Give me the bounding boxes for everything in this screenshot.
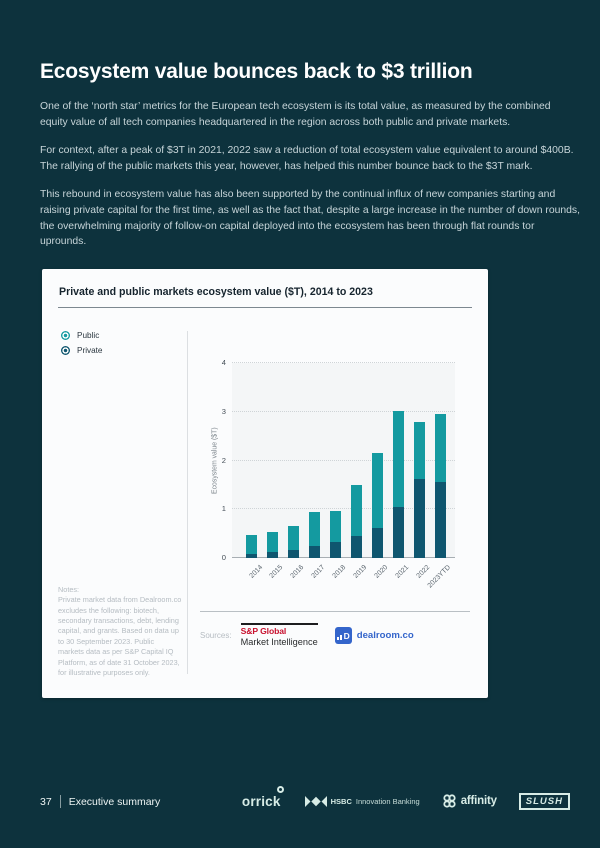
title-divider bbox=[58, 307, 472, 308]
y-tick-label: 2 bbox=[221, 455, 226, 465]
bar-segment-private bbox=[330, 542, 341, 558]
bar-2020 bbox=[372, 453, 383, 558]
dealroom-icon bbox=[335, 627, 352, 644]
sp-global-logo bbox=[241, 623, 318, 647]
intro-paragraph-2: For context, after a peak of $3T in 2021, 2022 saw a reduction of total ecosystem value equivalent to around $400B. The rallying of the public markets this year, however, has helped this number bounce back to the $3T mark. bbox=[40, 145, 574, 172]
bar-segment-public bbox=[435, 414, 446, 482]
bar-segment-public bbox=[309, 512, 320, 546]
y-tick-label: 3 bbox=[221, 406, 226, 416]
bar-segment-public bbox=[393, 411, 404, 507]
legend-dot-icon bbox=[61, 331, 70, 340]
hsbc-hexagon-icon bbox=[305, 796, 327, 807]
x-tick-label: 2017 bbox=[310, 564, 327, 580]
sources-divider bbox=[200, 611, 470, 612]
bar-2021 bbox=[393, 411, 404, 558]
x-tick-label: 2021 bbox=[394, 564, 411, 580]
y-tick-label: 0 bbox=[221, 553, 226, 562]
sp-global-logo-text: S&P Global bbox=[240, 626, 287, 636]
bar-segment-public bbox=[267, 532, 278, 552]
bar-2017 bbox=[309, 512, 320, 558]
chart-title: Private and public markets ecosystem value ($T), 2014 to 2023 bbox=[59, 286, 373, 298]
x-tick-label: 2022 bbox=[415, 564, 432, 580]
bar-segment-private bbox=[246, 554, 257, 558]
slush-logo-text: SLUSH bbox=[525, 795, 563, 807]
bar-2018 bbox=[330, 511, 341, 558]
bar-segment-private bbox=[267, 552, 278, 558]
bar-segment-public bbox=[351, 485, 362, 536]
orrick-logo-text: orrick bbox=[241, 793, 281, 809]
legend-dot-icon bbox=[61, 346, 70, 355]
notes-text: Private market data from Dealroom.co excludes the following: biotech, secondary transactions, debt, lending capital, and grants. Based on data up to 30 September 2023. Public markets data as per S&P Capital IQ Platform, as of date 31 October 2023, for illustrative purposes only. bbox=[58, 595, 182, 677]
sources-row bbox=[200, 623, 414, 647]
bar-2023YTD bbox=[435, 414, 446, 558]
page-title: Ecosystem value bounces back to $3 trillion bbox=[40, 60, 473, 83]
x-tick-label: 2016 bbox=[289, 564, 306, 580]
section-label: Executive summary bbox=[68, 795, 161, 808]
x-tick-label: 2014 bbox=[248, 564, 264, 580]
chart-card bbox=[42, 269, 488, 698]
y-axis-title: Ecosystem value ($T) bbox=[211, 427, 219, 494]
page-number: 37 bbox=[40, 795, 52, 808]
orrick-ring-icon bbox=[277, 786, 284, 793]
intro-paragraph-3: This rebound in ecosystem value has also been supported by the continual influx of new companies starting and raising private capital for the first time, as well as the fact that, despite a large increase in the number of down rounds, the overwhelming majority of follow-on capital deployed into the ecosystem has been through flat rounds tor uprounds. bbox=[40, 189, 581, 248]
dealroom-icon-bar bbox=[337, 637, 339, 640]
bar-2022 bbox=[414, 422, 425, 558]
vertical-divider bbox=[187, 331, 188, 674]
bar-segment-private bbox=[372, 528, 383, 558]
dealroom-logo-text: dealroom.co bbox=[356, 629, 414, 641]
x-tick-label: 2023YTD bbox=[426, 564, 453, 590]
bar-segment-private bbox=[309, 546, 320, 558]
x-tick-label: 2015 bbox=[268, 564, 285, 580]
affinity-knot-icon bbox=[442, 794, 457, 808]
slush-logo bbox=[519, 793, 570, 810]
x-axis-labels bbox=[246, 561, 453, 590]
affinity-logo-text: affinity bbox=[460, 795, 497, 807]
sources-label: Sources: bbox=[200, 630, 232, 640]
y-tick-label: 4 bbox=[221, 358, 226, 367]
bar-segment-public bbox=[372, 453, 383, 528]
bar-2019 bbox=[351, 485, 362, 558]
dealroom-icon-bar bbox=[340, 635, 342, 640]
bar-segment-private bbox=[393, 507, 404, 558]
bar-2015 bbox=[267, 532, 278, 558]
footer-left bbox=[40, 795, 160, 808]
sp-market-intelligence-text: Market Intelligence bbox=[240, 637, 318, 647]
bar-segment-public bbox=[246, 535, 257, 555]
partner-logos bbox=[242, 786, 570, 816]
bar-segment-private bbox=[288, 550, 299, 558]
bar-2016 bbox=[288, 526, 299, 558]
y-tick-label: 1 bbox=[221, 504, 226, 514]
footer-separator bbox=[60, 795, 61, 808]
legend-label: Private bbox=[77, 346, 103, 355]
x-tick-label: 2020 bbox=[373, 564, 390, 580]
legend-item-public bbox=[61, 331, 102, 340]
legend-item-private bbox=[61, 346, 102, 355]
legend-label: Public bbox=[77, 331, 100, 340]
bar-segment-public bbox=[288, 526, 299, 550]
intro-paragraph-1: One of the ‘north star’ metrics for the European tech ecosystem is its total value, as measured by the combined equity value of all tech companies headquartered in the region across both public and private markets. bbox=[40, 101, 551, 128]
intro-section bbox=[40, 60, 581, 263]
chart-notes bbox=[58, 585, 182, 678]
bar-segment-private bbox=[414, 479, 425, 558]
hsbc-subtitle-text: Innovation Banking bbox=[355, 796, 420, 806]
affinity-logo bbox=[442, 794, 497, 808]
x-tick-label: 2019 bbox=[352, 564, 369, 580]
dealroom-logo bbox=[335, 627, 414, 644]
hsbc-logo-text: HSBC bbox=[330, 796, 352, 806]
bar-segment-private bbox=[351, 536, 362, 558]
orrick-logo bbox=[242, 794, 283, 809]
bars bbox=[246, 363, 445, 558]
bar-segment-public bbox=[414, 422, 425, 480]
bar-segment-public bbox=[330, 511, 341, 542]
notes-label: Notes: bbox=[58, 585, 80, 594]
bar-2014 bbox=[246, 535, 257, 558]
x-tick-label: 2018 bbox=[331, 564, 348, 580]
bar-segment-private bbox=[435, 482, 446, 558]
dealroom-icon-letter: D bbox=[343, 631, 350, 641]
chart-legend bbox=[61, 331, 102, 361]
hsbc-logo bbox=[305, 796, 420, 807]
